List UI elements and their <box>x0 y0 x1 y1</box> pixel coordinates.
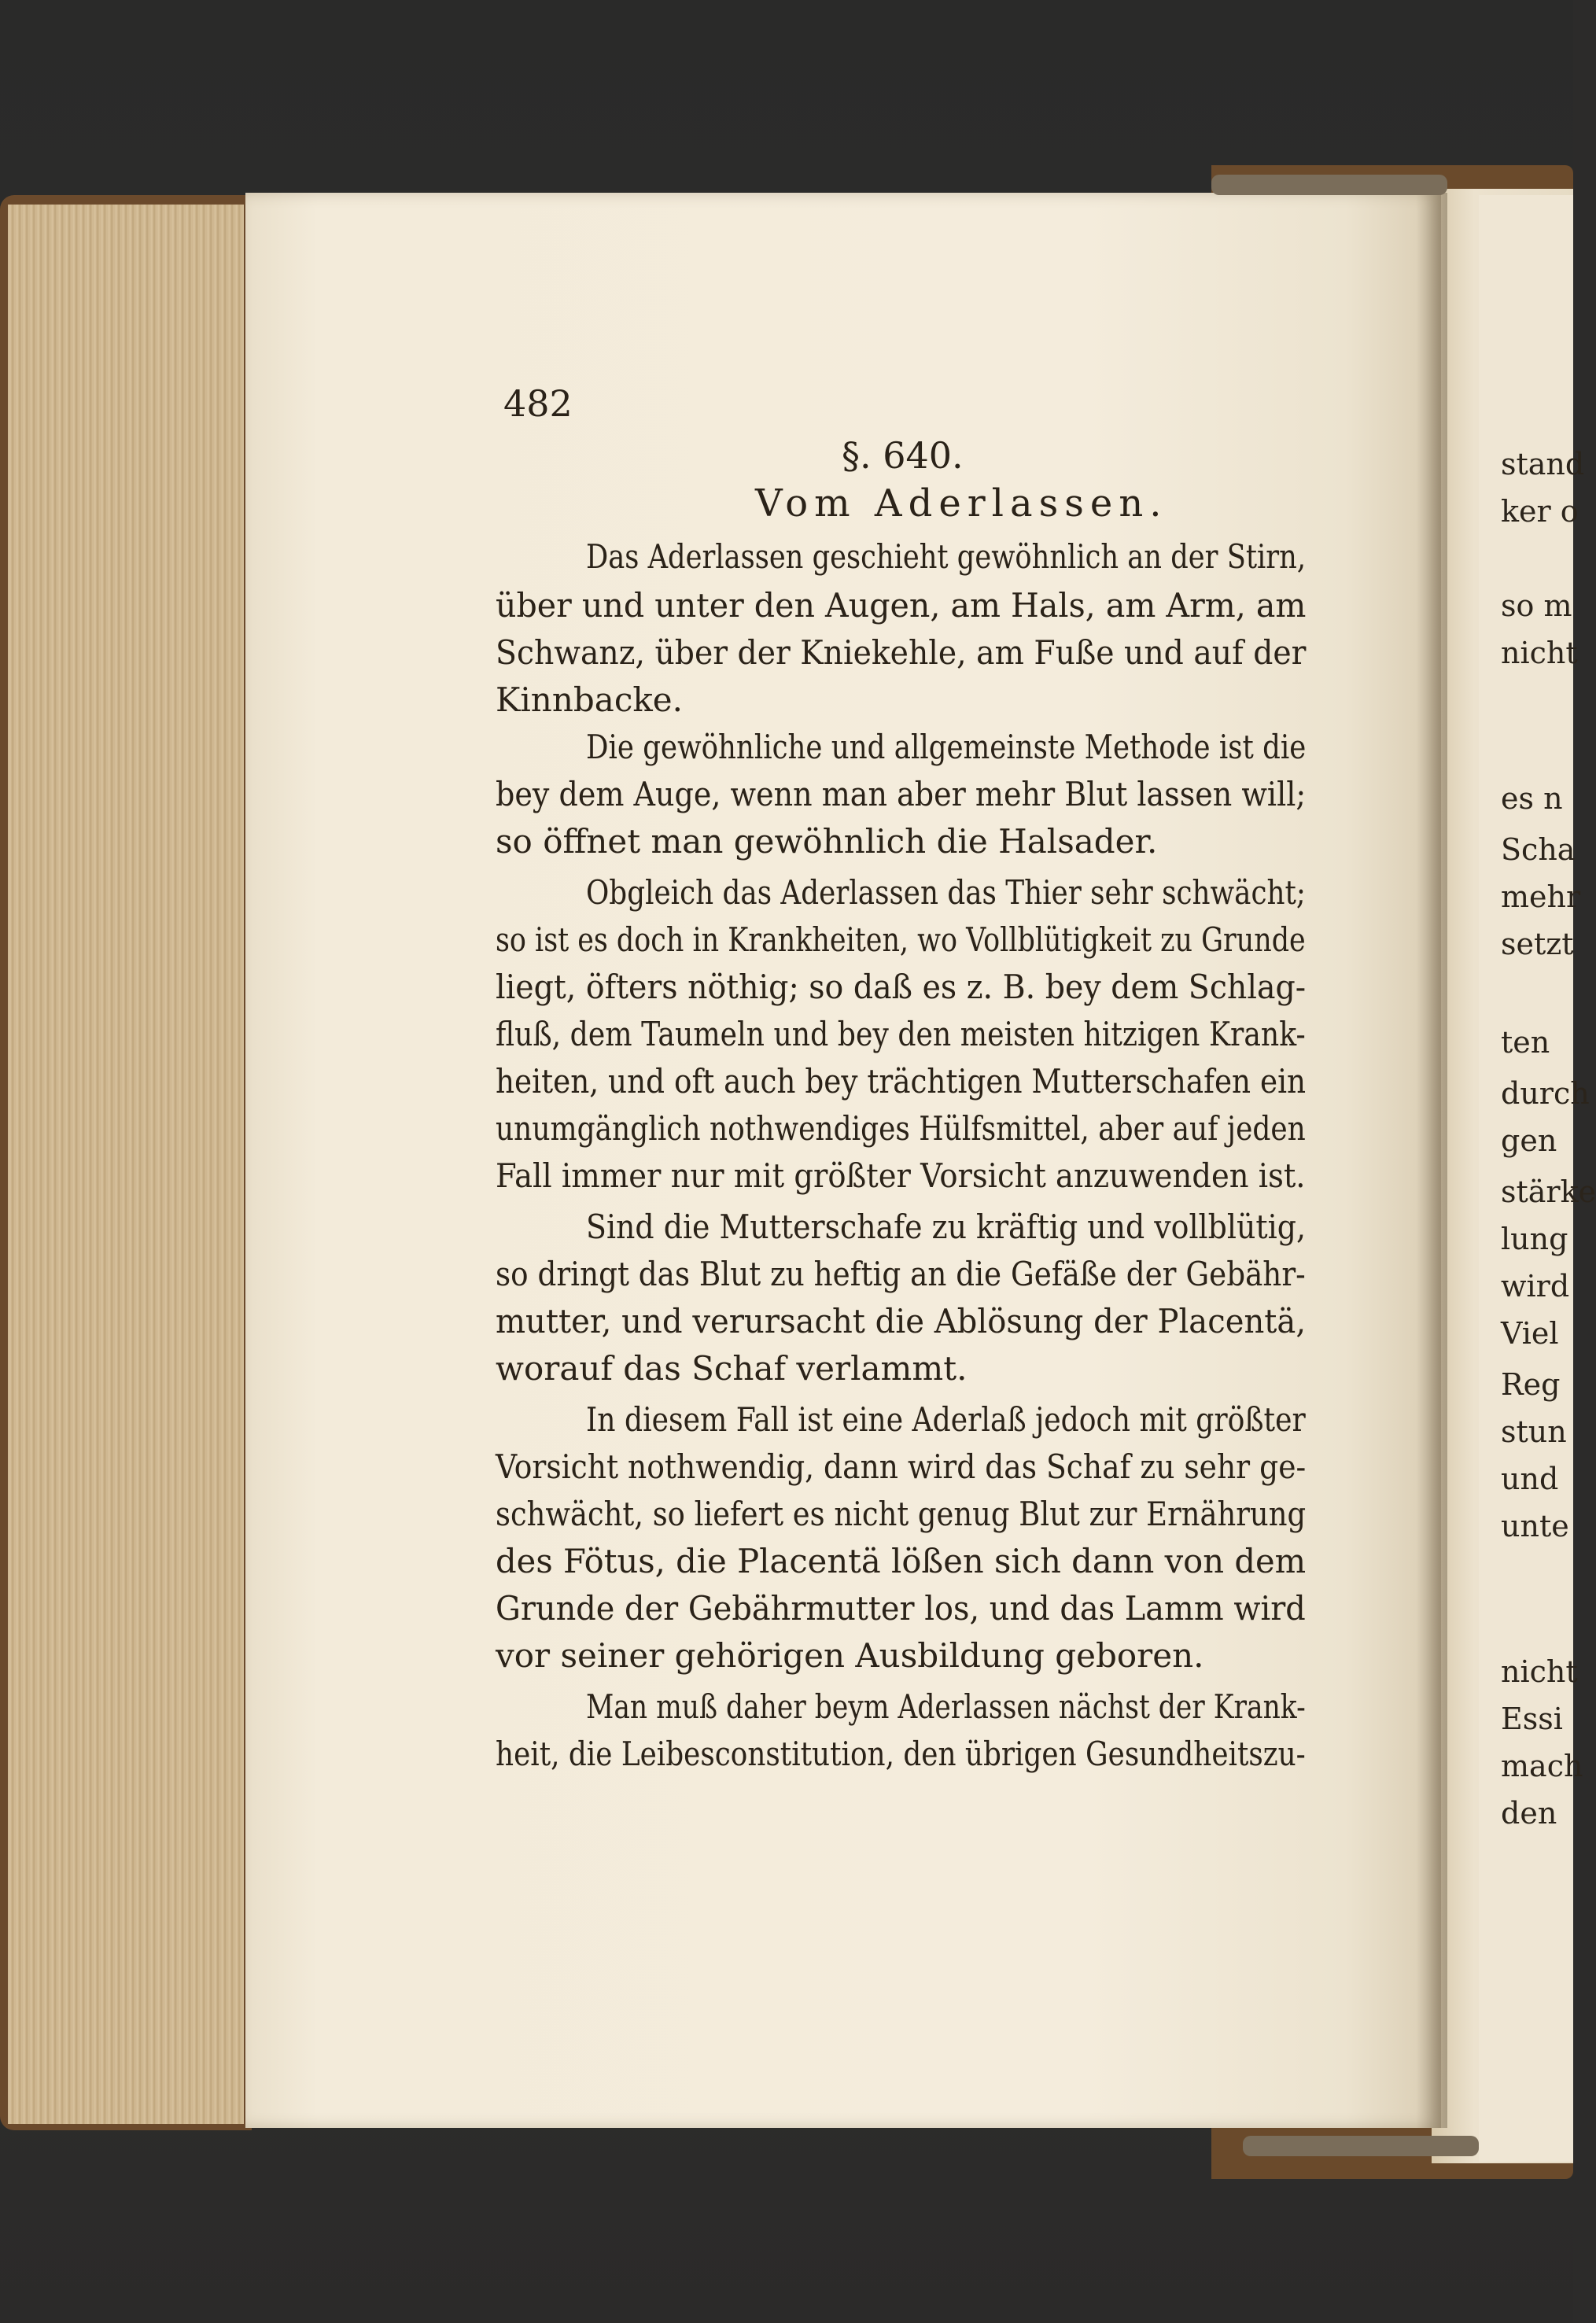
text-line: des Fötus, die Placentä lößen sich dann von dem <box>496 1542 1307 1580</box>
text-line: mutter, und verursacht die Ablösung der Placentä, <box>496 1302 1307 1340</box>
right-fragment: setzt <box>1501 927 1574 961</box>
right-fragment: ker o <box>1501 494 1579 529</box>
text-line: Schwanz, über der Kniekehle, am Fuße und auf der <box>496 633 1307 672</box>
right-fragment: nicht <box>1501 1654 1578 1689</box>
right-fragment: stärke <box>1501 1174 1596 1209</box>
text-line: über und unter den Augen, am Hals, am Arm, am <box>496 586 1307 625</box>
right-fragment: gen <box>1501 1123 1557 1158</box>
right-page <box>1479 195 1596 2162</box>
text-line: worauf das Schaf verlammt. <box>496 1349 968 1388</box>
right-fragment: und <box>1501 1462 1559 1496</box>
right-fragment: so m <box>1501 588 1572 623</box>
text-line: bey dem Auge, wenn man aber mehr Blut lassen will; <box>496 775 1307 813</box>
right-fragment: Scha <box>1501 832 1576 867</box>
text-line: liegt, öfters nöthig; so daß es z. B. bey dem Schlag- <box>496 968 1307 1006</box>
text-line: Das Aderlassen geschieht gewöhnlich an der Stirn, <box>586 537 1307 576</box>
section-number: §. 640. <box>842 434 964 477</box>
page-edges-left <box>8 205 244 2124</box>
right-fragment: ten <box>1501 1025 1550 1060</box>
right-fragment: wird <box>1501 1269 1570 1303</box>
right-fragment: Reg <box>1501 1367 1561 1402</box>
text-line: heit, die Leibesconstitution, den übrigen Gesundheitszu- <box>496 1735 1306 1773</box>
page-gutter-shadow <box>1416 193 1447 2128</box>
text-line: Grunde der Gebährmutter los, und das Lamm wird <box>496 1589 1306 1628</box>
text-line: heiten, und oft auch bey trächtigen Mutterschafen ein <box>496 1062 1307 1101</box>
right-fragment: den <box>1501 1796 1557 1831</box>
right-fragment: unte <box>1501 1509 1569 1543</box>
right-fragment: mehr <box>1501 879 1581 914</box>
text-line: Fall immer nur mit größter Vorsicht anzuwenden ist. <box>496 1156 1306 1195</box>
right-fragment: stun <box>1501 1414 1567 1449</box>
text-line: so öffnet man gewöhnlich die Halsader. <box>496 822 1158 861</box>
text-line: so dringt das Blut zu heftig an die Gefäße der Gebähr- <box>496 1255 1306 1293</box>
text-line: so ist es doch in Krankheiten, wo Vollblütigkeit zu Grunde <box>496 920 1306 959</box>
page-number: 482 <box>503 382 573 425</box>
binding-strap-top <box>1211 175 1447 195</box>
text-line: unumgänglich nothwendiges Hülfsmittel, aber auf jeden <box>496 1109 1306 1148</box>
text-line: fluß, dem Taumeln und bey den meisten hitzigen Krank- <box>496 1015 1306 1053</box>
right-fragment: lung <box>1501 1222 1568 1256</box>
binding-strap-bottom <box>1243 2136 1479 2156</box>
text-line: Obgleich das Aderlassen das Thier sehr schwächt; <box>586 873 1306 912</box>
right-fragment: Viel <box>1501 1316 1559 1351</box>
text-line: Die gewöhnliche und allgemeinste Methode ist die <box>586 728 1307 766</box>
text-line: Man muß daher beym Aderlassen nächst der Krank- <box>586 1687 1306 1726</box>
right-fragment: stand <box>1501 447 1585 481</box>
text-line: Kinnbacke. <box>496 680 684 719</box>
right-fragment: es n <box>1501 781 1563 816</box>
right-fragment: durch <box>1501 1076 1590 1111</box>
text-line: vor seiner gehörigen Ausbildung geboren. <box>496 1636 1204 1675</box>
text-line: Vorsicht nothwendig, dann wird das Schaf zu sehr ge- <box>496 1447 1307 1486</box>
right-fragment: Essi <box>1501 1702 1563 1736</box>
right-fragment: mach <box>1501 1749 1583 1783</box>
text-line: Sind die Mutterschafe zu kräftig und vollblütig, <box>586 1208 1306 1246</box>
section-title: Vom Aderlassen. <box>755 481 1168 525</box>
text-line: In diesem Fall ist eine Aderlaß jedoch mit größter <box>586 1400 1306 1439</box>
text-line: schwächt, so liefert es nicht genug Blut zur Ernährung <box>496 1495 1307 1533</box>
right-fragment: nicht <box>1501 636 1578 670</box>
